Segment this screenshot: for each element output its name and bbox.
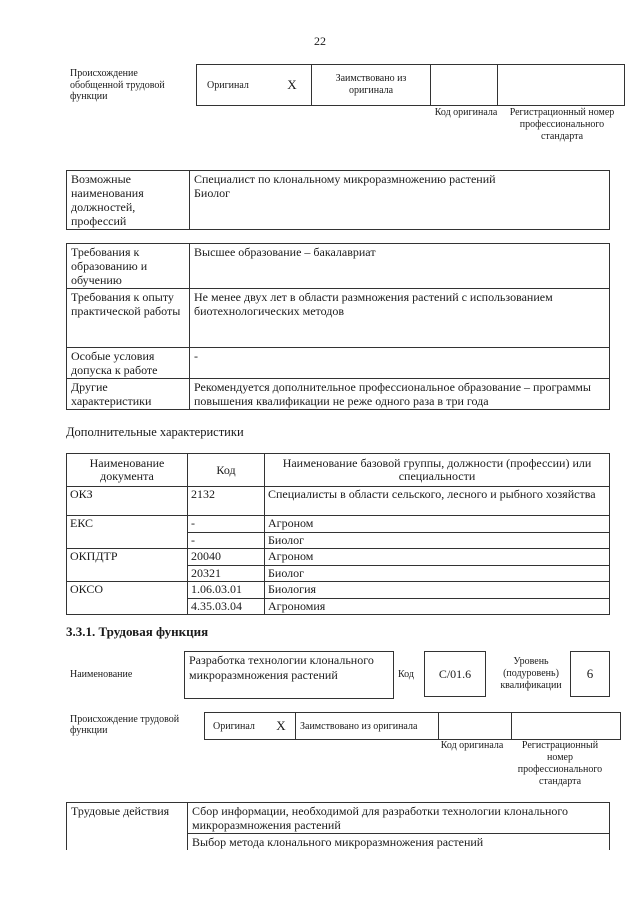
- function-origin-table: [204, 712, 621, 740]
- code-cell: 4.35.03.04: [188, 598, 265, 615]
- column-header: Наименование базовой группы, должности (профессии) или специальности: [265, 454, 610, 487]
- function-origin-label: Происхождение трудовой функции: [70, 714, 180, 736]
- original-code-cell: [439, 713, 512, 740]
- table-row: [67, 487, 610, 516]
- original-code-cell: [431, 65, 498, 106]
- page-number: 22: [314, 34, 326, 48]
- registration-number-cell: [512, 713, 621, 740]
- qualification-level-label: Уровень (подуровень) квалификации: [500, 656, 562, 691]
- name-cell: Специалисты в области сельского, лесного и рыбного хозяйства: [265, 487, 610, 516]
- name-cell: Биология: [265, 582, 610, 599]
- function-code-label: Код: [398, 669, 414, 680]
- code-cell: -: [188, 532, 265, 549]
- actions-table: [66, 802, 610, 850]
- borrowed-cell: Заимствовано из оригинала: [312, 65, 431, 106]
- column-header: Код: [188, 454, 265, 487]
- requirement-label: Требования к образованию и обучению: [67, 244, 190, 289]
- registration-caption: Регистрационный номер профессионального стандарта: [517, 740, 603, 787]
- requirement-label: Особые условия допуска к работе: [67, 348, 190, 379]
- code-cell: 20040: [188, 549, 265, 566]
- doc-cell: ОКЗ: [67, 487, 188, 516]
- table-row: [67, 582, 610, 599]
- requirement-value: Высшее образование – бакалавриат: [190, 244, 610, 289]
- doc-cell: [67, 565, 188, 582]
- registration-number-cell: [498, 65, 625, 106]
- code-cell: 2132: [188, 487, 265, 516]
- additional-table: [66, 453, 610, 615]
- action-item: Выбор метода клонального микроразмножения растений: [188, 834, 610, 851]
- column-header: Наименование документа: [67, 454, 188, 487]
- name-cell: Биолог: [265, 565, 610, 582]
- registration-caption: Регистрационный номер профессионального стандарта: [509, 107, 615, 142]
- name-cell: Агроном: [265, 549, 610, 566]
- requirement-label: Требования к опыту практической работы: [67, 289, 190, 348]
- doc-cell: [67, 532, 188, 549]
- origin-label: Происхождение обобщенной трудовой функции: [70, 68, 165, 102]
- original-mark: X: [267, 713, 296, 740]
- qualification-level-value: 6: [570, 651, 610, 697]
- table-row: [67, 516, 610, 533]
- position-line: Биолог: [194, 186, 231, 200]
- function-name-value: Разработка технологии клонального микроразмножения растений: [184, 651, 394, 699]
- table-row: [67, 532, 610, 549]
- requirement-value: -: [190, 348, 610, 379]
- doc-cell: [67, 598, 188, 615]
- doc-cell: ЕКС: [67, 516, 188, 533]
- positions-table: [66, 170, 610, 230]
- positions-label: Возможные наименования должностей, профессий: [67, 171, 190, 230]
- borrowed-cell: Заимствовано из оригинала: [296, 713, 439, 740]
- code-cell: 1.06.03.01: [188, 582, 265, 599]
- original-mark: X: [273, 65, 312, 106]
- table-row: [67, 598, 610, 615]
- original-cell: Оригинал: [197, 65, 274, 106]
- doc-cell: ОКПДТР: [67, 549, 188, 566]
- table-row: [67, 565, 610, 582]
- original-cell: Оригинал: [205, 713, 268, 740]
- position-line: Специалист по клональному микроразмножению растений: [194, 172, 496, 186]
- function-code-value: C/01.6: [424, 651, 486, 697]
- function-name-label: Наименование: [70, 669, 133, 680]
- actions-label: Трудовые действия: [67, 803, 188, 851]
- additional-title: Дополнительные характеристики: [66, 425, 244, 439]
- code-caption: Код оригинала: [434, 107, 498, 118]
- code-caption: Код оригинала: [440, 740, 504, 751]
- positions-value: [190, 171, 610, 230]
- requirements-table: [66, 243, 610, 410]
- name-cell: Биолог: [265, 532, 610, 549]
- origin-table: [196, 64, 625, 106]
- requirement-value: Рекомендуется дополнительное профессиональное образование – программы повышения квалификации не реже одного раза в три года: [190, 379, 610, 410]
- section-title: 3.3.1. Трудовая функция: [66, 624, 209, 639]
- action-item: Сбор информации, необходимой для разработки технологии клонального микроразмножения растений: [188, 803, 610, 834]
- code-cell: -: [188, 516, 265, 533]
- table-row: [67, 549, 610, 566]
- requirement-label: Другие характеристики: [67, 379, 190, 410]
- name-cell: Агроном: [265, 516, 610, 533]
- requirement-value: Не менее двух лет в области размножения растений с использованием биотехнологических методов: [190, 289, 610, 348]
- code-cell: 20321: [188, 565, 265, 582]
- doc-cell: ОКСО: [67, 582, 188, 599]
- name-cell: Агрономия: [265, 598, 610, 615]
